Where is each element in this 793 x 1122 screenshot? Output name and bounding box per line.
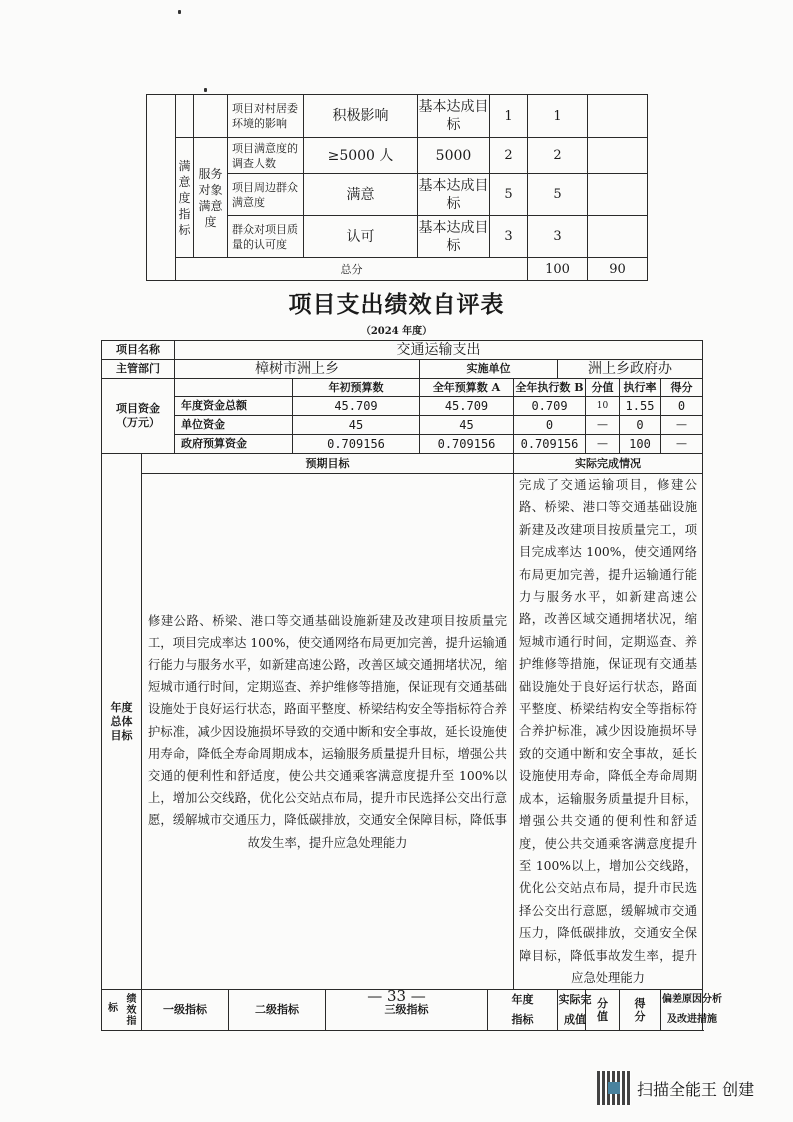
table-row (147, 138, 648, 174)
actual-result-cell (514, 474, 703, 990)
initial-budget: 45 (293, 416, 420, 435)
actual-cell: 基本达成目标 (418, 216, 490, 258)
level2-header: 二级指标 (229, 990, 326, 1031)
blank-cell (147, 95, 176, 281)
form-title: 项目支出绩效自评表 (288, 292, 505, 318)
score-value-cell: 3 (490, 216, 528, 258)
note-cell (588, 216, 648, 258)
funds-row (102, 416, 703, 435)
total-row (147, 258, 648, 281)
funds-header-row (102, 379, 703, 397)
annual-budget: 45.709 (420, 397, 514, 416)
score-value-cell: 5 (490, 174, 528, 216)
funds-header: 分值 (586, 379, 620, 397)
actual-cell: 基本达成目标 (418, 174, 490, 216)
total-label: 总分 (176, 258, 528, 281)
score-header: 得分 (620, 990, 661, 1031)
blank-cell (175, 379, 293, 397)
goal-label-line: 年度 (110, 700, 133, 714)
actual-result-text: 完成了交通运输项目，修建公路、桥梁、港口等交通基础设施新建及改建项目按质量完工，项目完成率达 100%，使交通网络布局更加完善，提升运输通行能力与服务水平，如新建高速公路，改善区域交通拥堵状况，缩短城市通行时间，定期巡查、养护维修等措施，保证现有交通基础设施处于良好运行状态，路面平整度、桥梁结构安全等指标符合养护标准，减少因设施损坏导致的交通中断和安全事故，延长设施使用寿命，降低全寿命周期成本，运输服务质量提升目标，增强公共交通的便利性和舒适度，使公共交通乘客满意度提升至 100%以上，增加公交线路，优化公交站点布局，提升市民选择公交出行意愿，缓解城市交通压力，降低碳排放，交通安全保障目标，降低事故发生率，提升应急处理能力 (519, 478, 698, 985)
expected-goal-cell (142, 474, 514, 990)
funds-row (102, 397, 703, 416)
initial-budget: 45.709 (293, 397, 420, 416)
score: 0 (661, 397, 703, 416)
funds-header: 全年预算数 A (420, 379, 514, 397)
qr-code-icon (597, 1071, 631, 1105)
dept-value: 樟树市洲上乡 (175, 360, 420, 379)
project-name-row (102, 341, 703, 360)
target-cell: 积极影响 (304, 95, 418, 138)
continued-indicator-table (146, 94, 648, 281)
funds-header: 全年执行数 B (514, 379, 586, 397)
level2-service-cell: 服务对象满意度 (194, 138, 228, 258)
score-value: — (586, 416, 620, 435)
blank-cell (176, 95, 194, 138)
score-cell: 3 (528, 216, 588, 258)
execution-rate: 0 (620, 416, 661, 435)
note-cell (588, 95, 648, 138)
level2-cell (194, 95, 228, 138)
goals-header-row (102, 454, 703, 474)
score: — (661, 435, 703, 454)
execution-rate: 100 (620, 435, 661, 454)
expected-header: 预期目标 (142, 454, 514, 474)
indicator-cell: 项目满意度的调查人数 (228, 138, 304, 174)
score-value: — (586, 435, 620, 454)
actual-header: 实际完成情况 (514, 454, 703, 474)
table-row (147, 95, 648, 138)
funds-row-label: 单位资金 (175, 416, 293, 435)
score-value-header: 分值 (586, 990, 620, 1031)
indicator-cell: 项目周边群众满意度 (228, 174, 304, 216)
score-value-cell: 2 (490, 138, 528, 174)
project-name-label: 项目名称 (102, 341, 175, 360)
level3-header: 三级指标 (326, 990, 488, 1031)
funds-label-line: 项目资金 (116, 402, 160, 415)
deviation-header: 偏差原因分析及改进措施 (661, 990, 703, 1031)
perf-indicator-a: 标 (108, 1002, 118, 1014)
funds-row-label: 政府预算资金 (175, 435, 293, 454)
scanner-watermark (597, 1071, 754, 1105)
goal-label (102, 454, 142, 990)
score-value-cell: 1 (490, 95, 528, 138)
perf-indicator-b: 绩效指 (126, 993, 137, 1027)
total-score: 90 (588, 258, 648, 281)
dept-label: 主管部门 (102, 360, 175, 379)
annual-indicator-header: 年度指标 (488, 990, 558, 1031)
watermark-text: 扫描全能王 创建 (637, 1079, 755, 1099)
impl-unit-label: 实施单位 (420, 360, 558, 379)
initial-budget: 0.709156 (293, 435, 420, 454)
expected-goal-text: 修建公路、桥梁、港口等交通基础设施新建及改建项目按质量完工，项目完成率达 100%，使交通网络布局更加完善，提升运输通行能力与服务水平，如新建高速公路，改善区域交通拥堵状况，缩短城市通行时间，定期巡查、养护维修等措施，保证现有交通基础设施处于良好运行状态，路面平整度、桥梁结构安全等指标符合养护标准，减少因设施损坏导致的交通中断和安全事故，延长设施使用寿命，降低全寿命周期成本，运输服务质量提升目标，增强公共交通的便利性和舒适度，使公共交通乘客满意度提升至 100%以上，增加公交线路，优化公交站点布局，提升市民选择公交出行意愿，缓解城市交通压力，降低碳排放，交通安全保障目标，降低事故发生率，提升应急处理能力 (148, 613, 507, 850)
goals-row (102, 474, 703, 990)
goal-label-line: 总体 (110, 714, 133, 728)
executed-amount: 0 (514, 416, 586, 435)
score-value: 10 (586, 397, 620, 416)
target-cell: 满意 (304, 174, 418, 216)
score-cell: 2 (528, 138, 588, 174)
executed-amount: 0.709156 (514, 435, 586, 454)
note-cell (588, 138, 648, 174)
funds-label (102, 379, 175, 454)
scan-speck (178, 10, 181, 14)
dept-row (102, 360, 703, 379)
funds-header: 年初预算数 (293, 379, 420, 397)
page-number: — 33 — (367, 987, 426, 1005)
scan-speck (204, 88, 207, 92)
target-cell: 认可 (304, 216, 418, 258)
annual-budget: 45 (420, 416, 514, 435)
score: — (661, 416, 703, 435)
actual-value-header: 实际完成值 (558, 990, 586, 1031)
form-year: （2024 年度） (360, 326, 433, 337)
funds-header: 执行率 (620, 379, 661, 397)
level1-header: 一级指标 (142, 990, 229, 1031)
execution-rate: 1.55 (620, 397, 661, 416)
total-value: 100 (528, 258, 588, 281)
score-cell: 5 (528, 174, 588, 216)
funds-header: 得分 (661, 379, 703, 397)
level1-satisfaction-cell: 满意度指标 (176, 138, 194, 258)
score-cell: 1 (528, 95, 588, 138)
indicator-cell: 群众对项目质量的认可度 (228, 216, 304, 258)
actual-cell: 5000 (418, 138, 490, 174)
actual-cell: 基本达成目标 (418, 95, 490, 138)
target-cell: ≥5000 人 (304, 138, 418, 174)
funds-label-line: （万元） (116, 416, 160, 429)
annual-budget: 0.709156 (420, 435, 514, 454)
funds-row-label: 年度资金总额 (175, 397, 293, 416)
project-name-value: 交通运输支出 (175, 341, 703, 360)
goal-label-line: 目标 (110, 728, 133, 742)
self-evaluation-table (101, 340, 722, 1031)
funds-row (102, 435, 703, 454)
impl-unit-value: 洲上乡政府办 (558, 360, 703, 379)
note-cell (588, 174, 648, 216)
indicator-cell: 项目对村居委环境的影响 (228, 95, 304, 138)
executed-amount: 0.709 (514, 397, 586, 416)
